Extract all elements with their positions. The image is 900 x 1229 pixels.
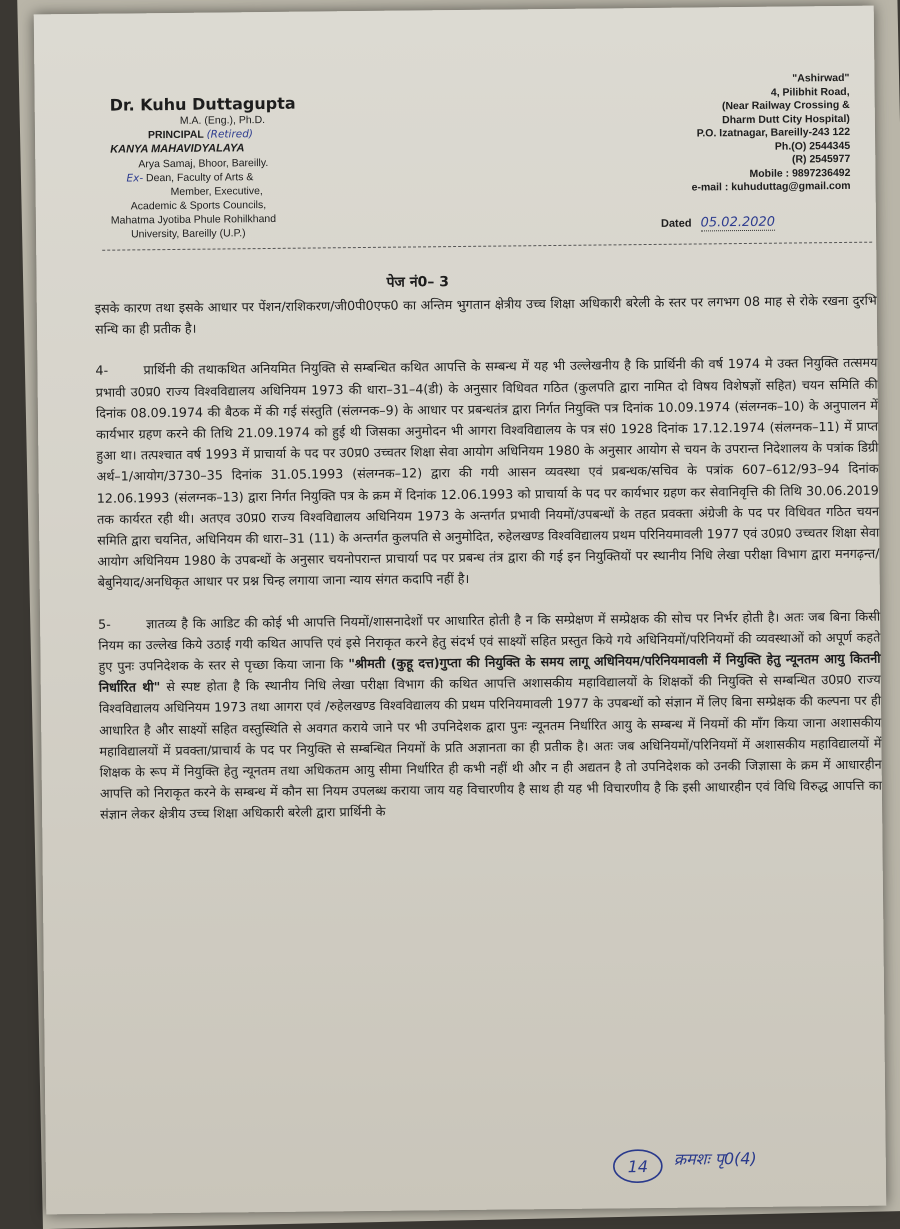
paragraph-5-number: 5- <box>98 616 111 632</box>
page-mark-number: 14 <box>627 1157 649 1177</box>
retired-handwritten-note: (Retired) <box>206 128 254 141</box>
dated-label: Dated <box>660 217 692 230</box>
paragraph-5 <box>98 605 882 825</box>
principal-label: PRINCIPAL <box>147 128 204 142</box>
handwritten-page-mark <box>611 1146 665 1187</box>
paragraph-5-quote: "श्रीमती (कुहू दत्त)गुप्ता की नियुक्ति के समय लागू अधिनियम/परिनियमावली में नियुक्ति हेतु न्यूनतम आयु कितनी निर्धारित थी" <box>98 650 881 696</box>
paragraph-5-text-a: ज्ञातव्य है कि आडिट की कोई भी आपत्ति नियमों/शासनादेशों पर आधारित होती है न कि सम्प्रेक्षण में सम्प्रेक्षक की सोच पर निर्भर होती है। अतः जब बिना किसी नियम का उल्लेख किये उठाई गयी कथित आपत्ति एवं इसे निराकृत करने हेतु संदर्भ एवं साक्ष्यों सहित प्रस्तुत किये गये अधिनियमों/परिनियमों की व्यवस्थाओं को अपूर्ण कहते हुए पुनः उपनिदेशक के स्तर से पृच्छा किया जाना कि <box>98 608 881 674</box>
sender-name: Dr. Kuhu Duttagupta <box>109 93 296 115</box>
college-name: KANYA MAHAVIDYALAYA <box>110 142 245 156</box>
sender-degrees: M.A. (Eng.), Ph.D. <box>179 114 266 127</box>
dated-line <box>661 215 775 231</box>
address-line-4: P.O. Izatnagar, Bareilly-243 122 <box>696 125 851 140</box>
phone-office: Ph.(O) 2544345 <box>774 139 851 153</box>
paragraph-4 <box>95 352 879 593</box>
letterhead-left <box>110 92 412 241</box>
dean-text: Dean, Faculty of Arts & <box>145 171 254 185</box>
page-label: पेज नं0– 3 <box>386 274 449 291</box>
letter-page <box>34 6 887 1215</box>
member-line: Member, Executive, <box>170 185 263 199</box>
paragraph-continued: इसके कारण तथा इसके आधार पर पेंशन/राशिकरण/जी0पी0एफ0 का अन्तिम भुगतान क्षेत्रीय उच्च शिक्षा अधिकारी बरेली के स्तर पर लगभग 08 माह से रोके रखना दुरभि सन्धि का ही प्रतीक है। <box>94 292 877 338</box>
address-line-3: Dharm Dutt City Hospital) <box>722 112 850 126</box>
dated-value: 05.02.2020 <box>700 214 776 231</box>
continued-handwritten-note: क्रमशः पृ0(4) <box>673 1148 757 1169</box>
university-line-2: University, Bareilly (U.P.) <box>130 227 246 241</box>
phone-residence: (R) 2545977 <box>791 152 851 166</box>
email-address: e-mail : kuhuduttag@gmail.com <box>691 179 851 194</box>
house-name: "Ashirwad" <box>792 71 850 85</box>
letter-body <box>95 290 883 846</box>
paragraph-5-text-b: से स्पष्ट होता है कि स्थानीय निधि लेखा परीक्षा विभाग की कथित आपत्ति अशासकीय महाविद्यालयों के शिक्षकों की नियुक्ति से सम्बन्धित उ0प्र0 राज्य विश्वविद्यालय अधिनियम 1973 तथा आगरा एवं /रुहेलखण्ड विश्वविद्यालय की प्रथम परिनियमावली 1977 के उपबन्धों को संज्ञान में लिए बिना सम्प्रेक्षक की कल्पना पर ही आधारित है और साक्ष्यों सहित वस्तुस्थिति से अवगत कराये जाने पर भी उपनिदेशक द्वारा पुनः न्यूनतम निर्धारित आयु के सम्बन्ध में नियमों की माँग किया जाना अशासकीय महाविद्यालयों में प्रवक्ता/प्राचार्य के पद पर नियुक्ति से सम्बन्धित नियमों के प्रति अज्ञानता का ही प्रतीक है। अतः जब अधिनियमों/परिनियमों में अशासकीय महाविद्यालयों में शिक्षक के रूप में नियुक्ति हेतु न्यूनतम तथा अधिकतम आयु सीमा निर्धारित ही कभी नहीं थी और न ही अद्यतन है तो उपनिदेशक को उनकी जिज्ञासा के क्रम में आधारहीन आपत्ति को निराकृत करने के सम्बन्ध में कौन सा नियम उपलब्ध कराया जाय यह विचारणीय है साथ ही यह भी विचारणीय है कि इसी आधारहीन एवं विधि विरुद्ध आपत्ति का संज्ञान लेकर क्षेत्रीय उच्च शिक्षा अधिकारी बरेली द्वारा प्रार्थिनी के <box>98 671 882 823</box>
paragraph-4-number: 4- <box>95 363 109 379</box>
ex-handwritten-note: Ex- <box>126 172 144 185</box>
college-address: Arya Samaj, Bhoor, Bareilly. <box>138 156 269 171</box>
letterhead-right <box>609 72 850 196</box>
councils-line: Academic & Sports Councils, <box>130 199 267 213</box>
address-line-2: (Near Railway Crossing & <box>721 98 850 113</box>
letterhead-divider <box>102 242 872 251</box>
address-line-1: 4, Pilibhit Road, <box>770 85 850 99</box>
mobile-number: Mobile : 9897236492 <box>749 166 851 180</box>
paragraph-4-text: प्रार्थिनी की तथाकथित अनियमित नियुक्ति से सम्बन्धित कथित आपत्ति के सम्बन्ध में यह भी उल्लेखनीय है कि प्रार्थिनी की वर्ष 1974 मे उक्त नियुक्ति तत्समय प्रभावी उ0प्र0 राज्य विश्वविद्यालय अधिनियम 1973 की धारा–31–4(डी) के अनुसार विधिवत गठित (कुलपति द्वारा नामित दो विषय विशेषज्ञों सहित) चयन समिति की दिनांक 08.09.1974 की बैठक में की गई संस्तुति (संलग्नक–9) के आधार पर प्रबन्धतंत्र द्वारा निर्गत नियुक्ति पत्र दिनांक 10.09.1974 (संलग्नक–10) के अनुपालन में कार्यभार ग्रहण करने की तिथि 21.09.1974 को हुई थी जिसका अनुमोदन भी आगरा विश्वविद्यालय के पत्र सं0 1928 दिनांक 17.12.1974 (संलग्नक–11) में प्राप्त हुआ था। तत्पश्चात वर्ष 1993 में प्राचार्या के पद पर उ0प्र0 उच्चतर शिक्षा सेवा आयोग अधिनियम 1980 के अनुसार आयोग से चयन के उपरान्त निदेशालय के पत्रांक डिग्री अर्थ–1/आयोग/3730–35 दिनांक 31.05.1993 (संलग्नक–12) द्वारा की गयी आसन व्यवस्था एवं प्रबन्धक/सचिव के पत्रांक 607–612/93–94 दिनांक 12.06.1993 (संलग्नक–13) द्वारा निर्गत नियुक्ति पत्र के क्रम में दिनांक 12.06.1993 को प्राचार्या के पद पर कार्यभार ग्रहण कर सेवानिवृत्ति की तिथि 30.06.2019 तक कार्यरत रही थी। अतएव उ0प्र0 राज्य विश्वविद्यालय अधिनियम 1973 के अन्तर्गत प्रभावी नियमों/उपबन्धों के तहत प्रवक्ता अंग्रेजी के पद पर विधिवत गठित चयन समिति द्वारा चयनित, अधिनियम की धारा–31 (11) के अन्तर्गत कुलपति से अनुमोदित, रुहेलखण्ड विश्वविद्यालय प्रथम परिनियमावली 1977 एवं उ0प्र0 उच्चतर शिक्षा सेवा आयोग अधिनियम 1980 के उपबन्धों के अनुसार चयनोपरान्त प्राचार्या पद पर प्रबन्ध तंत्र द्वारा की गई इन नियुक्तियों पर स्थानीय निधि लेखा परीक्षा विभाग द्वारा मनगढ़न्त/बेबुनियाद/अनधिकृत आधार पर प्रश्न चिन्ह लगाया जाना न्याय संगत कदापि नहीं है। <box>95 355 880 591</box>
university-line-1: Mahatma Jyotiba Phule Rohilkhand <box>110 212 277 227</box>
